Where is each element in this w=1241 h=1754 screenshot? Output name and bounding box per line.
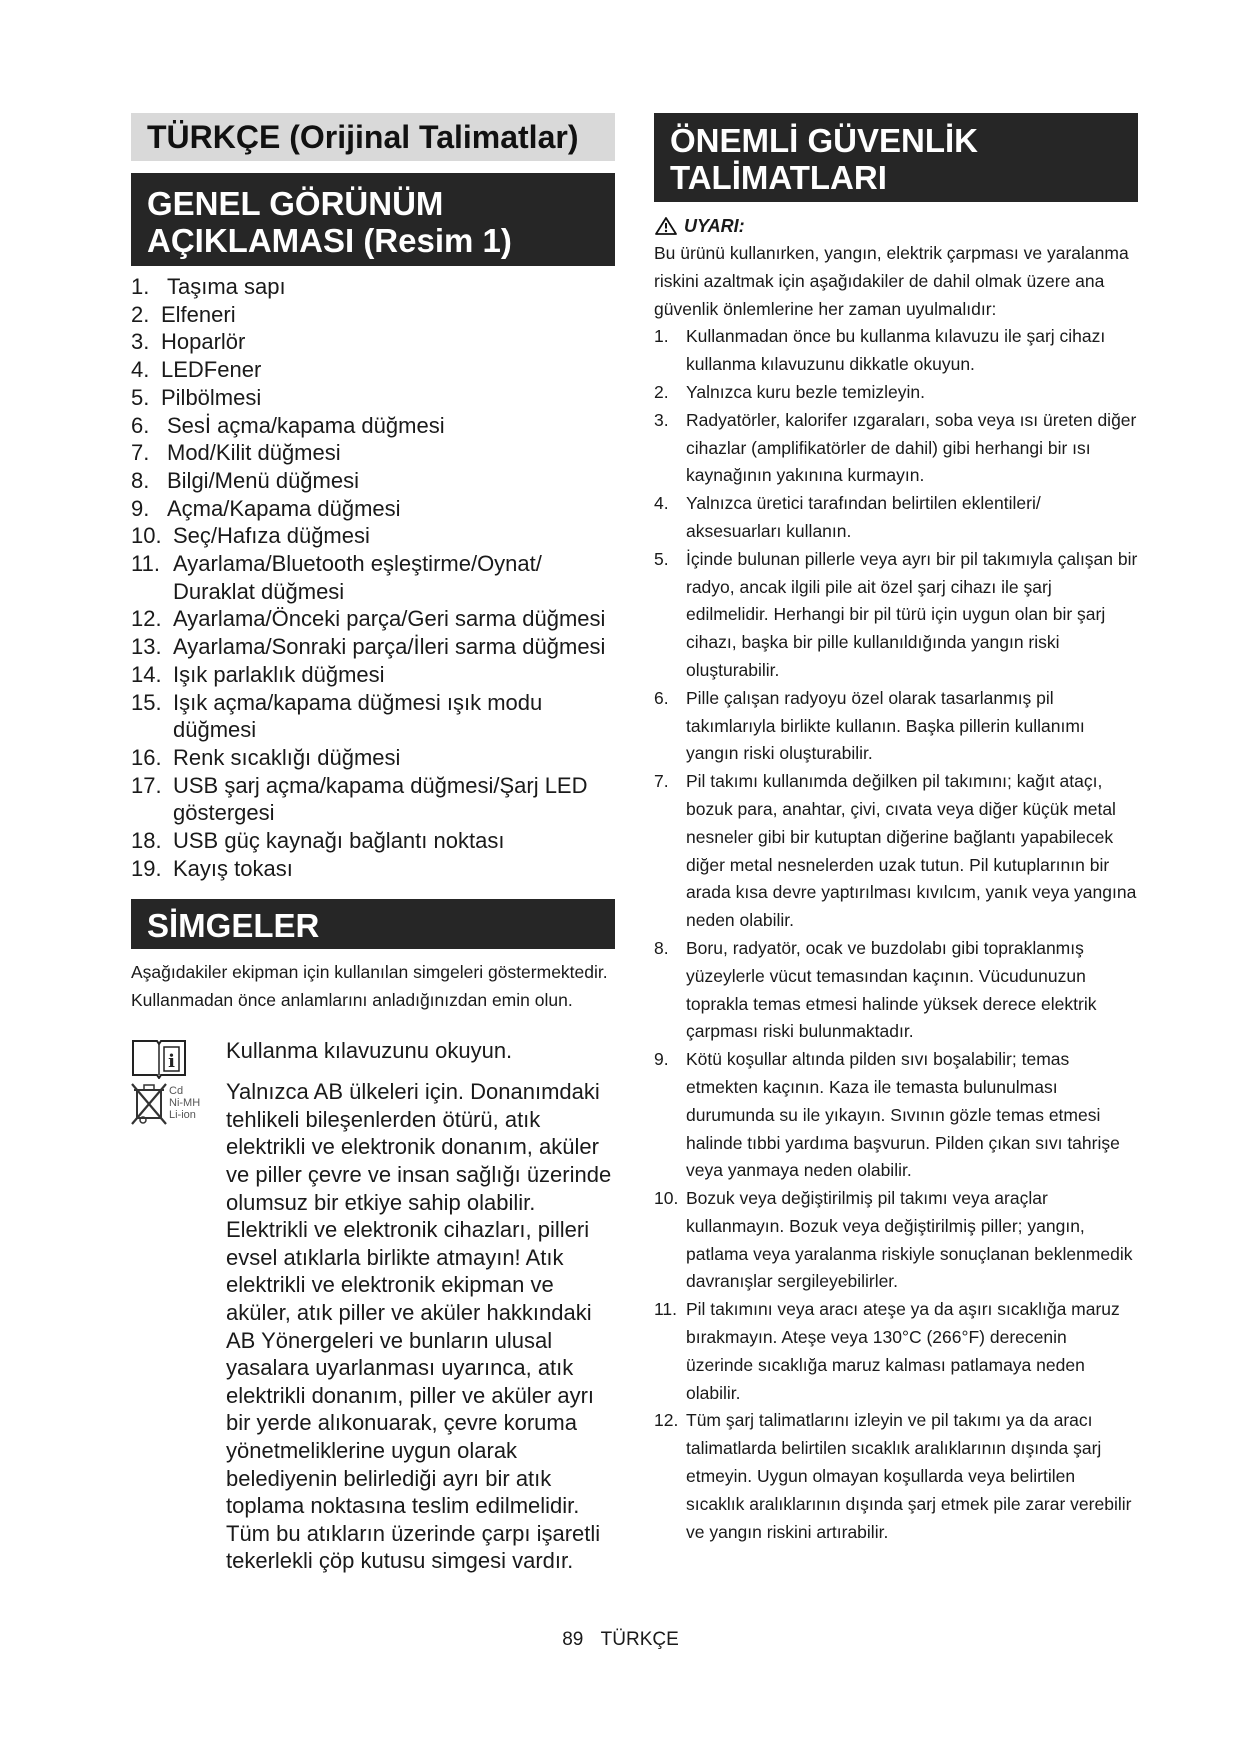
parts-list-item (131, 827, 615, 855)
safety-item (654, 1407, 1138, 1546)
item-number: 18. (131, 828, 162, 854)
parts-list-item (131, 356, 615, 384)
item-number: 15. (131, 689, 162, 715)
right-column (654, 113, 1138, 1546)
item-number: 11. (131, 551, 160, 577)
item-number: 3. (654, 409, 669, 430)
read-manual-icon (131, 1035, 187, 1084)
item-number: 6. (654, 687, 669, 708)
parts-list-item (131, 301, 615, 329)
item-text: Hoparlör (161, 329, 246, 355)
safety-heading (654, 113, 1138, 202)
item-number: 13. (131, 634, 162, 660)
overview-heading-line2: AÇIKLAMASI (Resim 1) (147, 222, 512, 259)
safety-item (654, 935, 1138, 1046)
item-text: Pil takımını veya aracı ateşe ya da aşırı sıcaklığa maruz bırakmayın. Ateşe veya 130°C (266°F) derecenin üzerinde sıcaklığa maruz kalması patlamaya neden olabilir. (686, 1299, 1120, 1403)
item-number: 4. (131, 357, 150, 383)
item-text: USB güç kaynağı bağlantı noktası (173, 828, 505, 854)
item-text: Radyatörler, kalorifer ızgaraları, soba veya ısı üreten diğer cihazlar (amplifikatörler de dahil) gibi herhangi bir ısı kaynağının yakınına kurmayın. (686, 409, 1137, 486)
safety-item (654, 490, 1138, 546)
item-text: Elfeneri (161, 301, 236, 327)
warning-intro: Bu ürünü kullanırken, yangın, elektrik çarpması ve yaralanma riskini azaltmak için aşağıdakiler de dahil olmak üzere ana güvenlik önlemlerine her zaman uyulmalıdır: (654, 243, 1129, 319)
parts-list-item (131, 384, 615, 412)
warning-heading (654, 214, 1138, 238)
item-text: Işık açma/kapama düğmesi ışık modu düğmesi (173, 689, 543, 743)
item-number: 6. (131, 412, 150, 438)
parts-list-item (131, 744, 615, 772)
item-number: 5. (131, 384, 150, 410)
safety-item (654, 1185, 1138, 1296)
item-number: 4. (654, 493, 669, 514)
parts-list-item (131, 689, 615, 744)
item-text: Boru, radyatör, ocak ve buzdolabı gibi topraklanmış yüzeylerle vücut temasından kaçının. Vücudunuzun toprakla temas etmesi halinde yüksek derece elektrik çarpması riski bulunmaktadır. (686, 937, 1097, 1042)
parts-list-item (131, 495, 615, 523)
page-footer (0, 1629, 1241, 1651)
warning-triangle-icon (654, 216, 678, 236)
symbols-intro: Aşağıdakiler ekipman için kullanılan simgeleri göstermektedir. Kullanmadan önce anlamlarını anladığınızdan emin olun. (131, 962, 608, 1011)
item-text: Yalnızca kuru bezle temizleyin. (686, 381, 925, 402)
liion-label: Li-ion (169, 1109, 196, 1122)
left-column (131, 113, 615, 1575)
symbol-manual-text: Kullanma kılavuzunu okuyun. (226, 1037, 513, 1063)
item-text: Renk sıcaklığı düğmesi (173, 744, 401, 770)
item-number: 1. (654, 326, 669, 347)
safety-item (654, 685, 1138, 768)
item-number: 7. (654, 771, 669, 792)
parts-list-item (131, 273, 615, 301)
item-text: USB şarj açma/kapama düğmesi/Şarj LED göstergesi (173, 772, 588, 826)
overview-heading-line1: GENEL GÖRÜNÜM (147, 185, 444, 222)
parts-list (131, 273, 615, 882)
item-text: İçinde bulunan pillerle veya ayrı bir pil takımıyla çalışan bir radyo, ancak ilgili pile ait özel şarj cihazı ile şarj edilmelidir. Herhangi bir pil türü için uygun olan bir şarj cihazı, başka bir pille kullanıldığında yangın riski oluşturabilir. (686, 548, 1138, 680)
item-number: 19. (131, 855, 162, 881)
item-number: 12. (654, 1410, 679, 1431)
item-number: 7. (131, 440, 150, 466)
parts-list-item (131, 633, 615, 661)
item-text: Kötü koşullar altında pilden sıvı boşalabilir; temas etmekten kaçının. Kaza ile temasta bulunulması durumunda su ile yıkayın. Sıvının gözle temas etmesi halinde tıbbi yardıma başvurun. Pilden çıkan sıvı tahrişe veya yanmaya neden olabilir. (686, 1049, 1120, 1181)
symbol-weee (131, 1078, 615, 1575)
page-number: 89 (562, 1629, 584, 1650)
item-number: 9. (131, 495, 150, 521)
safety-item (654, 1046, 1138, 1185)
item-text: Tüm şarj talimatlarını izleyin ve pil takımı ya da aracı talimatlarda belirtilen sıcaklık aralıklarının dışında şarj etmeyin. Uygun olmayan koşullarda veya belirtilen sıcaklık aralıklarının dışında şarj etmek pile zarar verebilir ve yangın riskini artırabilir. (686, 1410, 1132, 1542)
crossed-bin-icon (131, 1082, 211, 1131)
item-text: Işık parlaklık düğmesi (173, 661, 385, 687)
footer-language: TÜRKÇE (600, 1629, 679, 1650)
symbol-manual (131, 1033, 615, 1072)
safety-item (654, 407, 1138, 490)
safety-item (654, 1296, 1138, 1407)
svg-text:i: i (168, 1050, 175, 1072)
item-text: Bozuk veya değiştirilmiş pil takımı veya araçlar kullanmayın. Bozuk veya değiştirilmiş piller; yangın, patlama veya yaralanma riskiyle sonuçlanan beklenmedik davranışlar sergileyebilirler. (686, 1188, 1133, 1292)
parts-list-item (131, 550, 615, 605)
parts-list-item (131, 439, 615, 467)
item-number: 9. (654, 1049, 669, 1070)
item-number: 8. (131, 467, 150, 493)
item-number: 1. (131, 274, 150, 299)
item-text: LEDFener (161, 357, 262, 383)
item-number: 3. (131, 329, 150, 355)
symbols-heading: SİMGELER (131, 899, 615, 949)
parts-list-item (131, 605, 615, 633)
item-number: 2. (654, 381, 669, 402)
item-number: 14. (131, 661, 162, 687)
parts-list-item (131, 772, 615, 827)
item-text: Pille çalışan radyoyu özel olarak tasarlanmış pil takımlarıyla birlikte kullanın. Başka pillerin kullanımı yangın riski oluşturabilir. (686, 687, 1085, 764)
item-text: Pil takımı kullanımda değilken pil takımını; kağıt ataçı, bozuk para, anahtar, çivi, cıvata veya diğer küçük metal nesneler gibi bir kutuptan diğerine bağlantı yapabilecek diğer metal nesnelerden uzak tutun. Pil kutuplarının bir arada kısa devre yaptırılması kıvılcım, yanık veya yangına neden olabilir. (686, 771, 1137, 931)
item-number: 5. (654, 548, 669, 569)
nimh-label: Ni-MH (169, 1097, 201, 1110)
parts-list-item (131, 467, 615, 495)
item-text: Seç/Hafıza düğmesi (173, 523, 370, 549)
item-text: Sesİ açma/kapama düğmesi (167, 412, 445, 438)
item-number: 17. (131, 772, 162, 798)
item-number: 11. (654, 1299, 678, 1320)
page-title: TÜRKÇE (Orijinal Talimatlar) (131, 113, 615, 161)
item-number: 16. (131, 744, 162, 770)
item-text: Yalnızca üretici tarafından belirtilen eklentileri/ aksesuarları kullanın. (686, 493, 1041, 541)
safety-heading-line1: ÖNEMLİ GÜVENLİK (670, 122, 979, 159)
item-text: Açma/Kapama düğmesi (167, 495, 401, 521)
safety-item (654, 546, 1138, 685)
parts-list-item (131, 328, 615, 356)
parts-list-item (131, 661, 615, 689)
safety-item (654, 768, 1138, 935)
item-number: 2. (131, 301, 150, 327)
symbol-weee-text: Yalnızca AB ülkeleri için. Donanımdaki tehlikeli bileşenlerden ötürü, atık elektrikli ve elektronik donanım, aküler ve piller çevre ve insan sağlığı üzerinde olumsuz bir etkiye sahip olabilir. Elektrikli ve elektronik cihazları, pilleri evsel atıklarla birlikte atmayın! Atık elektrikli ve elektronik ekipman ve aküler, atık piller ve aküler hakkındaki AB Yönergeleri ve bunların ulusal yasalara uyarlanması uyarınca, atık elektrikli donanım, piller ve aküler ayrı bir yerde alıkonuarak, çevre koruma yönetmeliklerine uygun olarak belediyenin belirlediği ayrı bir atık toplama noktasına teslim edilmelidir. Tüm bu atıkların üzerinde çarpı işaretli tekerlekli çöp kutusu simgesi vardır. (226, 1079, 612, 1574)
parts-list-item (131, 855, 615, 883)
item-text: Kullanmadan önce bu kullanma kılavuzu ile şarj cihazı kullanma kılavuzunu dikkatle okuyun. (686, 326, 1106, 375)
safety-heading-line2: TALİMATLARI (670, 159, 887, 196)
item-text: Pilbölmesi (161, 384, 262, 410)
safety-list (654, 323, 1138, 1546)
parts-list-item (131, 412, 615, 440)
warning-label: UYARI: (684, 216, 745, 236)
safety-item (654, 379, 1138, 407)
parts-list-item (131, 522, 615, 550)
cd-label: Cd (169, 1085, 184, 1098)
item-text: Ayarlama/Önceki parça/Geri sarma düğmesi (173, 606, 606, 632)
item-number: 10. (654, 1188, 679, 1209)
item-number: 12. (131, 606, 162, 632)
item-text: Ayarlama/Sonraki parça/İleri sarma düğmesi (173, 634, 606, 660)
item-number: 10. (131, 523, 162, 549)
item-text: Taşıma sapı (167, 274, 286, 299)
item-number: 8. (654, 937, 669, 958)
item-text: Ayarlama/Bluetooth eşleştirme/Oynat/ Duraklat düğmesi (173, 551, 542, 604)
item-text: Bilgi/Menü düğmesi (167, 467, 359, 493)
item-text: Mod/Kilit düğmesi (167, 440, 341, 466)
item-text: Kayış tokası (173, 855, 293, 881)
safety-item (654, 323, 1138, 379)
overview-heading (131, 173, 615, 266)
